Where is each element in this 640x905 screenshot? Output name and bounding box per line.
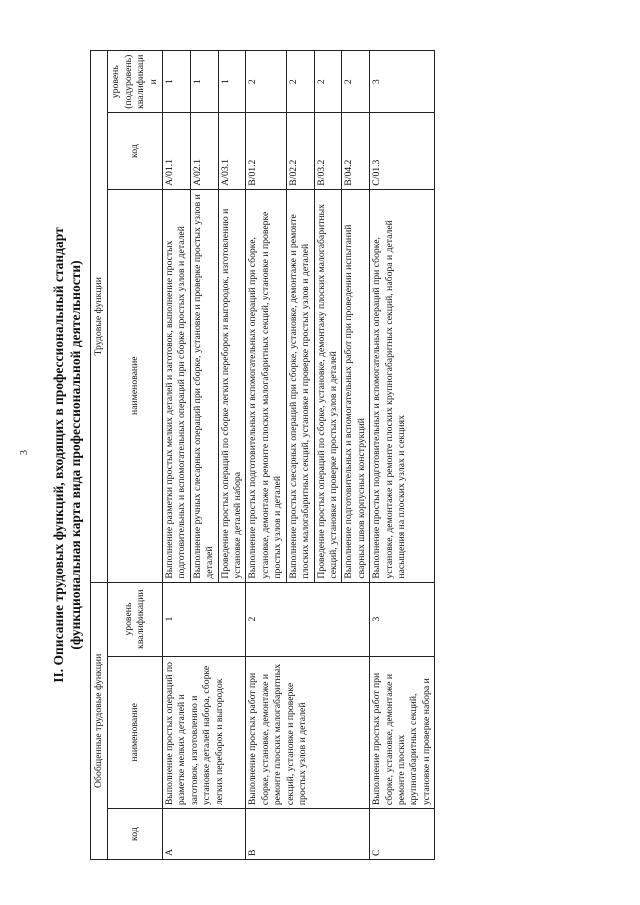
gf-code: C — [370, 809, 435, 860]
section-title — [50, 50, 90, 860]
gf-name: Выполнение простых операций по разметке мелких деталей и заготовок, изготовлению и установке деталей набора, сборке легких переборок и выгородок — [163, 656, 246, 809]
table-row — [163, 51, 191, 860]
lf-code: C/01.3 — [370, 113, 435, 189]
lf-code: A/01.1 — [163, 113, 191, 189]
col-header-lf-level: уровень (подуровень) квалификации — [108, 51, 163, 113]
gf-code: A — [163, 809, 246, 860]
lf-name: Выполнение простых слесарных операций при сборке, установке, демонтаже и ремонте плоских малогабаритных секций, установке и проверке простых узлов и деталей — [286, 189, 314, 582]
col-header-lf-name: наименование — [108, 189, 163, 582]
lf-name: Выполнение разметки простых мелких деталей и заготовок, выполнение простых подготовительных и вспомогательных операций при сборке простых узлов и деталей — [163, 189, 191, 582]
lf-code: B/03.2 — [314, 113, 342, 189]
gf-level: 2 — [246, 582, 370, 656]
lf-name: Выполнение подготовительных и вспомогательных работ при проведении испытаний сварных швов корпусных конструкций — [342, 189, 370, 582]
col-header-lf-code: код — [108, 113, 163, 189]
gf-name: Выполнение простых работ при сборке, установке, демонтаже и ремонте плоских крупногабаритных секций, установке и проверке набора и — [370, 656, 435, 809]
lf-code: A/03.1 — [218, 113, 246, 189]
gf-code: B — [246, 809, 370, 860]
lf-name: Проведение простых операций по сборке легких переборок и выгородок, изготовлению и установке деталей набора — [218, 189, 246, 582]
gf-level: 1 — [163, 582, 246, 656]
col-header-code: код — [108, 809, 163, 860]
generalized-functions-header: Обобщенные трудовые функции — [91, 582, 108, 859]
table-row — [246, 51, 286, 860]
lf-code: A/02.1 — [190, 113, 218, 189]
lf-level: 1 — [163, 51, 191, 113]
lf-level: 2 — [342, 51, 370, 113]
lf-level: 2 — [314, 51, 342, 113]
lf-name: Выполнение простых подготовительных и вспомогательных операций при сборке, установке, демонтаже и ремонте плоских крупногабаритных секций, набора и деталей насыщения на плоских узлах и секциях — [370, 189, 435, 582]
lf-level: 1 — [190, 51, 218, 113]
labor-functions-header: Трудовые функции — [91, 51, 108, 583]
rotated-page-content — [50, 50, 640, 860]
section-title-line2: (функциональная карта вида профессиональной деятельности) — [68, 260, 83, 650]
lf-level: 3 — [370, 51, 435, 113]
lf-name: Выполнение простых подготовительных и вспомогательных операций при сборке, установке, демонтаже и ремонте плоских малогабаритных секций, установке и проверке простых узлов и деталей — [246, 189, 286, 582]
lf-level: 1 — [218, 51, 246, 113]
gf-level: 3 — [370, 582, 435, 656]
lf-code: B/01.2 — [246, 113, 286, 189]
lf-code: B/02.2 — [286, 113, 314, 189]
lf-name: Проведение простых операций по сборке, установке, демонтажу плоских малогабаритных секций, установке и проверке простых узлов и деталей — [314, 189, 342, 582]
lf-code: B/04.2 — [342, 113, 370, 189]
functional-map-table — [90, 50, 435, 860]
lf-level: 2 — [246, 51, 286, 113]
section-title-line1: II. Описание трудовых функций, входящих в профессиональный стандарт — [51, 227, 66, 683]
col-header-level: уровень квалификации — [108, 582, 163, 656]
page-number: 3 — [19, 450, 30, 455]
table-row — [370, 51, 435, 860]
lf-name: Выполнение ручных слесарных операций при сборке, установке и проверке простых узлов и деталей — [190, 189, 218, 582]
lf-level: 2 — [286, 51, 314, 113]
gf-name: Выполнение простых работ при сборке, установке, демонтаже и ремонте плоских малогабаритных секций, установке и проверке простых узлов и деталей — [246, 656, 370, 809]
col-header-name: наименование — [108, 656, 163, 809]
